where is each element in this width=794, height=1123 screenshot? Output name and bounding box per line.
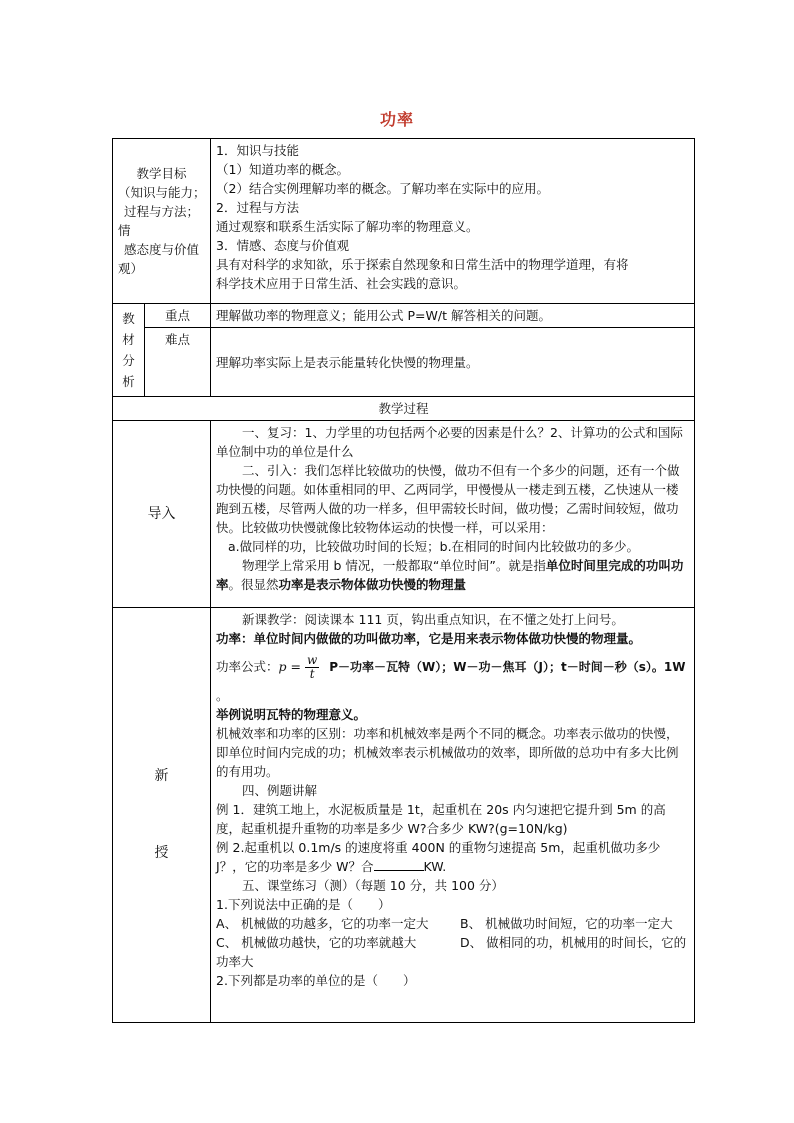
key-point-row: [113, 304, 695, 328]
intro-row: [113, 421, 695, 608]
goals-line: （2）结合实例理解功率的概念。了解功率在实际中的应用。: [216, 181, 549, 196]
goals-line: （1）知道功率的概念。: [216, 162, 349, 177]
goals-line: 科学技术应用于日常生活、社会实践的意识。: [216, 276, 467, 291]
intro-def-part: 。很显然: [228, 577, 279, 592]
difficulty-text: 理解功率实际上是表示能量转化快慢的物理量。: [211, 328, 695, 397]
analysis-label-cell: [113, 304, 145, 397]
analysis-label-char: 分: [122, 353, 135, 368]
answer-blank[interactable]: [374, 858, 424, 871]
goals-line: 2．过程与方法: [216, 200, 299, 215]
goals-content-cell: [211, 139, 695, 304]
intro-def-part: 物理学上常采用 b 情况，一般都取“单位时间”。就是指: [242, 558, 546, 573]
example-1-text: 例 1．建筑工地上，水泥板质量是 1t，起重机在 20s 内匀速把它提升到 5m 的高度，起重机提升重物的功率是多少 W?合多少 KW?(g=10N/kg): [216, 802, 666, 836]
intro-def-bold: 功率是表示物体做功快慢的物理量: [278, 577, 467, 592]
question-1-text: 1.下列说法中正确的是（ ）: [216, 897, 391, 912]
page-title: 功率: [379, 110, 414, 129]
key-point-label: 重点: [145, 304, 211, 328]
formula-fraction: [305, 654, 319, 681]
goals-label-line: 教学目标: [136, 166, 187, 181]
section-examples-heading: 四、例题讲解: [242, 783, 318, 798]
option-d: D、 做相同的功，机械用的时间长，它的功率大: [216, 935, 687, 969]
analysis-label-char: 材: [122, 332, 135, 347]
formula-tail: 。: [216, 688, 229, 703]
intro-label: 导入: [113, 421, 211, 608]
formula-prefix: 功率公式：: [216, 659, 279, 674]
new-lesson-label-cell: [113, 608, 211, 1023]
formula-numerator: w: [306, 653, 318, 667]
key-point-text: 理解做功率的物理意义；能用公式 P=W/t 解答相关的问题。: [211, 304, 695, 328]
goals-label-cell: [113, 139, 211, 304]
process-header-row: [113, 397, 695, 421]
goals-label-line: 过程与方法；: [124, 204, 200, 219]
intro-review-text: 一、复习：1、力学里的功包括两个必要的因素是什么？2、计算功的公式和国际单位制中功的单位是什么: [216, 425, 683, 459]
intro-definition-text: [216, 556, 689, 594]
intro-def-bold: 单位时间里完成的功叫功率: [216, 558, 684, 592]
power-formula-line: [216, 652, 689, 682]
difficulty-label: 难点: [145, 328, 211, 397]
new-lesson-label-char: 新: [154, 768, 169, 784]
new-lesson-label-char: 授: [154, 845, 169, 861]
example-2-text: [216, 838, 689, 876]
formula-description: P－功率－瓦特（W）；W－功－焦耳（J）；t－时间－秒（s）。1W: [329, 660, 686, 674]
power-definition-text: 功率：单位时间内做做的功叫做功率，它是用来表示物体做功快慢的物理量。: [216, 631, 642, 646]
analysis-label-char: 析: [122, 374, 135, 389]
option-a: A、 机械做的功越多，它的功率一定大: [216, 916, 429, 931]
example-2-part: KW.: [423, 859, 447, 874]
goals-row: [113, 139, 695, 304]
goals-label-line: （知识与能力；: [118, 185, 206, 200]
goals-line: 3．情感、态度与价值观: [216, 238, 349, 253]
formula-denominator: t: [309, 667, 315, 681]
example-2-part: 例 2.起重机以 0.1m/s 的速度将重 400N 的重物匀速提高 5m，起重机做功多少 J？，它的功率是多少 W？合: [216, 840, 661, 874]
goals-line: 具有对科学的求知欲，乐于探索自然现象和日常生活中的物理学道理，有将: [216, 257, 629, 272]
difficulty-row: [113, 328, 695, 397]
question-1-options-ab: [216, 914, 689, 933]
section-practice-heading: 五、课堂练习（测）（每题 10 分，共 100 分）: [242, 878, 504, 893]
new-lesson-content-cell: [211, 608, 695, 1023]
intro-content-cell: [211, 421, 695, 608]
reading-task-text: 新课教学：阅读课本 111 页，钩出重点知识，在不懂之处打上问号。: [242, 612, 624, 627]
goals-line: 1．知识与技能: [216, 143, 299, 158]
efficiency-vs-power-text: 机械效率和功率的区别：功率和机械效率是两个不同的概念。功率表示做功的快慢，即单位时间内完成的功；机械效率表示机械做功的效率，即所做的总功中有多大比例的有用功。: [216, 726, 679, 779]
new-lesson-row: [113, 608, 695, 1023]
option-c: C、 机械做功越快，它的功率就越大: [216, 935, 417, 950]
lesson-plan-table: [112, 138, 695, 1023]
formula-lhs: p =: [278, 659, 301, 674]
goals-label-line: 感态度与价值: [124, 242, 200, 257]
goals-label-line: 情: [118, 223, 131, 238]
option-b: B、 机械做功时间短，它的功率一定大: [460, 916, 673, 931]
intro-methods-text: a.做同样的功，比较做功时间的长短；b.在相同的时间内比较做功的多少。: [228, 539, 640, 554]
analysis-label-char: 教: [122, 311, 135, 326]
goals-line: 通过观察和联系生活实际了解功率的物理意义。: [216, 219, 479, 234]
question-2-text: 2.下列都是功率的单位的是（ ）: [216, 973, 416, 988]
intro-lead-text: 二、引入：我们怎样比较做功的快慢，做功不但有一个多少的问题，还有一个做功快慢的问题。如体重相同的甲、乙两同学，甲慢慢从一楼走到五楼，乙快速从一楼跑到五楼，尽管两人做的功一样多，但甲需较长时间，做功慢；乙需时间较短，做功快。比较做功快慢就像比较物体运动的快慢一样，可以采用：: [216, 463, 680, 535]
watt-meaning-text: 举例说明瓦特的物理意义。: [216, 707, 367, 722]
question-1-options-cd: [216, 933, 689, 971]
process-header: 教学过程: [113, 397, 695, 421]
goals-label-line: 观）: [118, 261, 144, 276]
